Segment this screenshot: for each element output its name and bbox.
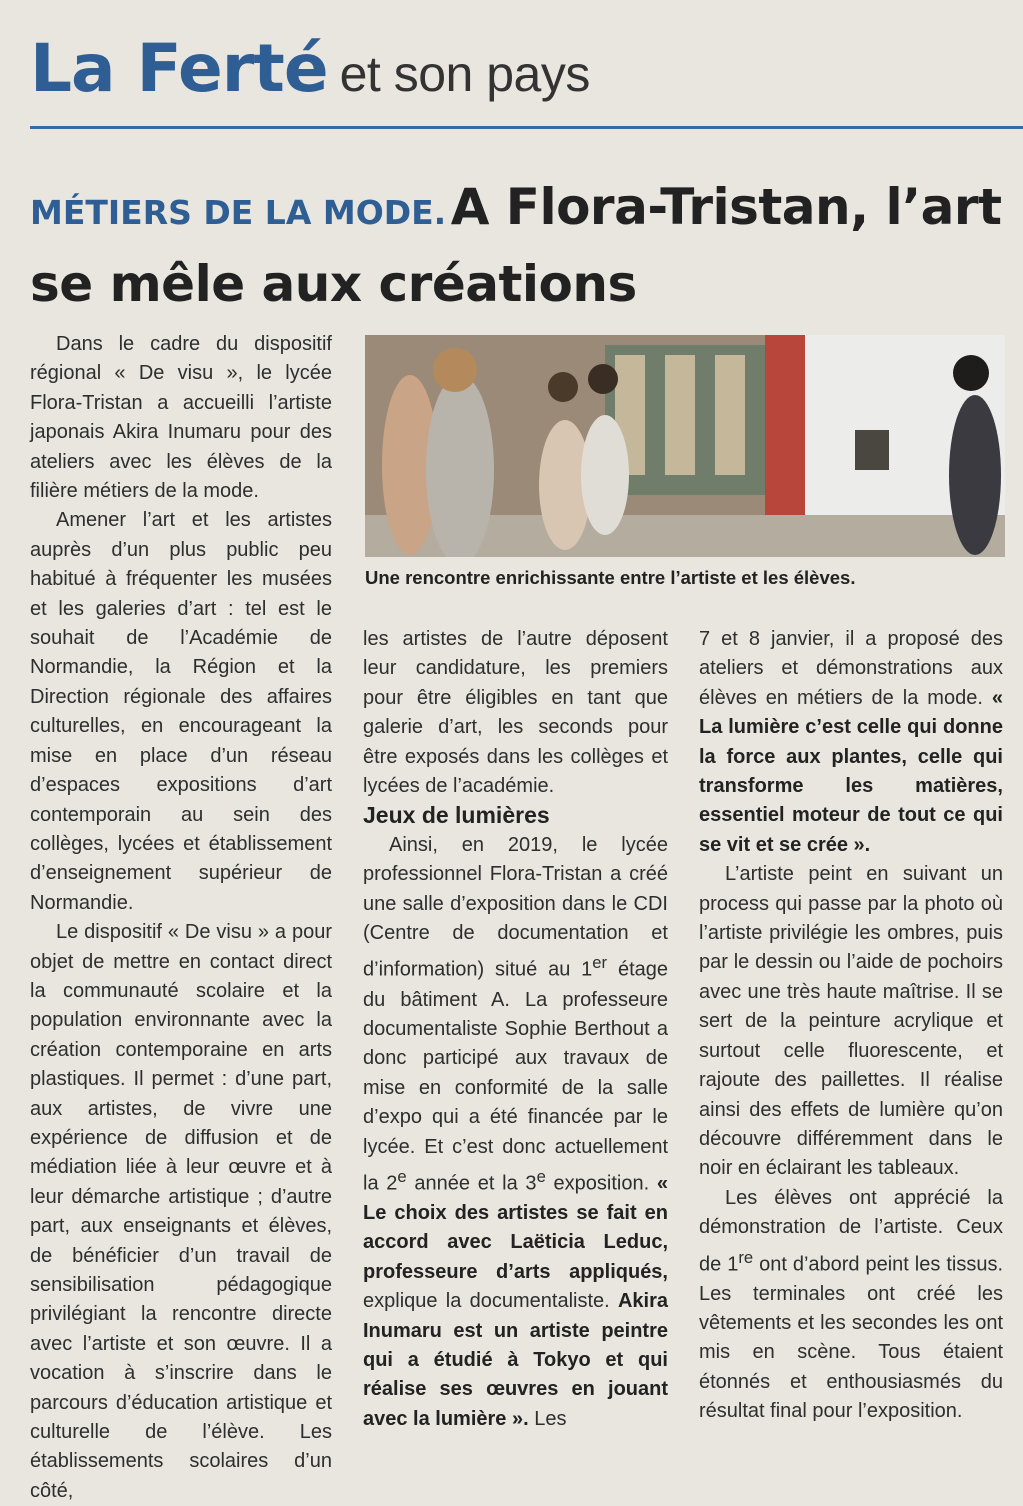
masthead-divider xyxy=(30,126,1023,129)
article-photo xyxy=(365,335,1005,557)
photo-illustration xyxy=(365,335,1005,557)
paragraph: L’artiste peint en suivant un process qui passe par la photo où l’artiste privilégie les ombres, puis par le dessin ou l’aide de pochoirs avec une très haute maîtrise. Il se sert de la peinture acrylique et surtout celle fluorescente, et rajoute des paillettes. Il réalise ainsi des effets de lumière qu’on découvre différemment dans le noir en éclairant les tableaux. xyxy=(699,863,1003,1180)
photo-caption: Une rencontre enrichissante entre l’artiste et les élèves. xyxy=(365,567,856,588)
paragraph: Ainsi, en 2019, le lycée professionnel Flora-Tristan a créé une salle d’exposition dans le CDI (Centre de documentation et d’information) situé au 1er étage du bâtiment A. La professeure documentaliste Sophie Berthout a donc participé aux travaux de mise en conformité de la salle d’expo qui a été financée par le lycée. Et c’est donc actuellement la 2e année et la 3e exposition. « Le choix des artistes se fait en accord avec Laëticia Leduc, professeure d’arts appliqués, explique la documentaliste. Akira Inumaru est un artiste peintre qui a étudié à Tokyo et qui réalise ses œuvres en jouant avec la lumière ». Les xyxy=(363,833,669,1430)
quote: « La lumière c’est celle qui donne la force aux plantes, celle qui transforme les matières, essentiel moteur de tout ce qui se vit et se crée ». xyxy=(699,686,1003,856)
masthead-subtitle: et son pays xyxy=(339,46,590,102)
quote: Akira Inumaru est un artiste peintre qui a étudié à Tokyo et qui réalise ses œuvres en jouant avec la lumière ». xyxy=(363,1290,668,1430)
paragraph: Les élèves ont apprécié la démonstration de l’artiste. Ceux de 1re ont d’abord peint les tissus. Les terminales ont créé les vêtements et les secondes les ont mis en scène. Tous étaient étonnés et enthousiasmés du résultat final pour l’exposition. xyxy=(699,1186,1004,1423)
masthead xyxy=(30,30,590,120)
article-headline xyxy=(30,175,1010,329)
masthead-title: La Ferté xyxy=(30,30,328,107)
subheading: Jeux de lumières xyxy=(363,802,550,829)
article-column-1 xyxy=(30,330,332,1506)
headline-title: A Flora-Tristan, l’art se mêle aux créations xyxy=(30,178,1002,313)
paragraph: les artistes de l’autre déposent leur candidature, les premiers pour être éligibles en tant que galerie d’art, les seconds pour être exposés dans les collèges et lycées de l’académie. xyxy=(363,628,668,798)
paragraph: Dans le cadre du dispositif régional « De visu », le lycée Flora-Tristan a accueilli l’artiste japonais Akira Inumaru pour des ateliers avec les élèves de la filière métiers de la mode. xyxy=(30,333,332,503)
quote: « Le choix des artistes se fait en accord avec Laëticia Leduc, professeure d’arts appliqués, xyxy=(363,1172,669,1283)
paragraph: Le dispositif « De visu » a pour objet de mettre en contact direct la communauté scolaire et la population environnante avec la création contemporaine en arts plastiques. Il permet : d’une part, aux artistes, de vivre une expérience de diffusion et de médiation liée à leur œuvre et à leur démarche artistique ; d’autre part, aux enseignants et élèves, de bénéficier d’un travail de sensibilisation pédagogique privilégiant la rencontre directe avec l’artiste et son œuvre. Il a vocation à s’inscrire dans le parcours d’éducation artistique et culturelle de l’élève. Les établissements scolaires d’un côté, xyxy=(30,921,332,1502)
article-column-2 xyxy=(363,625,668,1434)
article-column-3 xyxy=(699,625,1003,1427)
paragraph: 7 et 8 janvier, il a proposé des ateliers et démonstrations aux élèves en métiers de la mode. « La lumière c’est celle qui donne la force aux plantes, celle qui transforme les matières, essentiel moteur de tout ce qui se vit et se crée ». xyxy=(699,628,1003,856)
paragraph: Amener l’art et les artistes auprès d’un plus public peu habitué à fréquenter les musées et les galeries d’art : tel est le souhait de l’Académie de Normandie, la Région et la Direction régionale des affaires culturelles, en encourageant la mise en place d’un réseau d’espaces expositions d’art contemporain au sein des collèges, lycées et établissement d’enseignement supérieur de Normandie. xyxy=(30,509,332,914)
headline-kicker: MÉTIERS DE LA MODE. xyxy=(30,193,447,232)
